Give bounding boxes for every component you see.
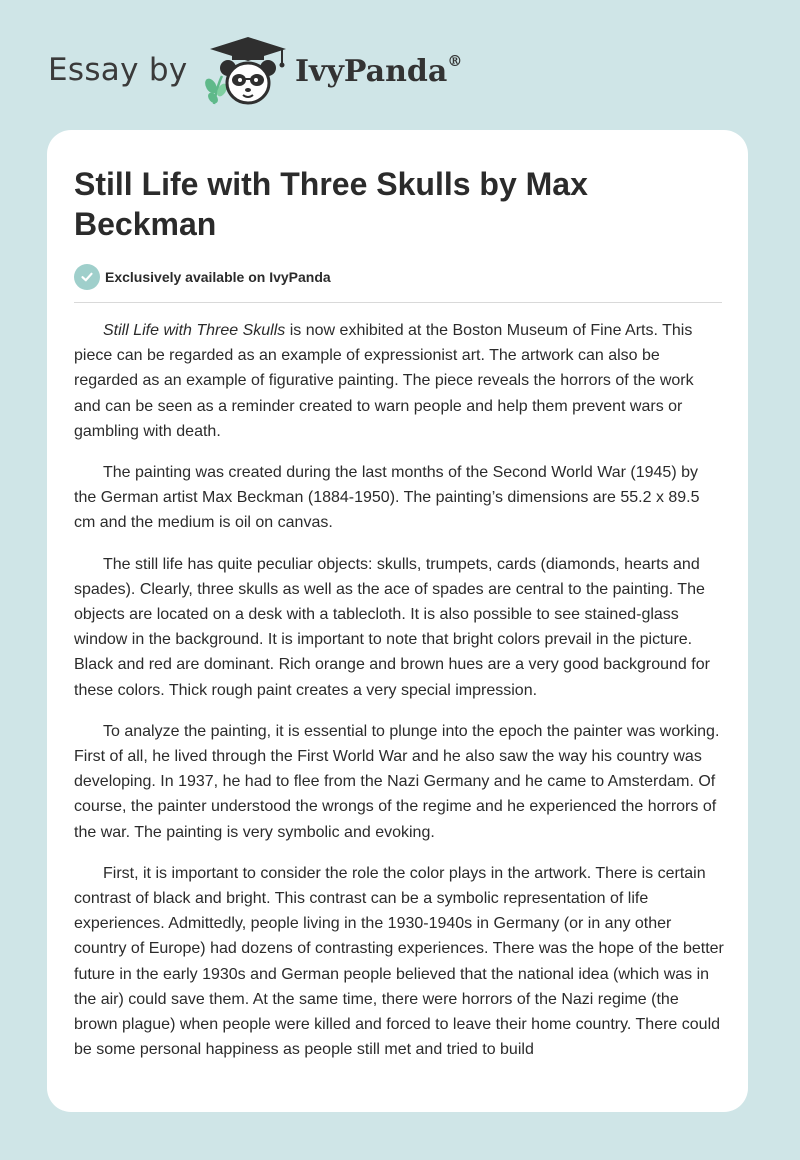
paragraph: To analyze the painting, it is essential to plunge into the epoch the painter was working. First of all, he lived through the First World War and he also saw the way his country was developing. In 1937, he had to flee from the Nazi Germany and he came to Amsterdam. Of course, the painter understood the wrongs of the regime and he experienced the horrors of the war. The painting is very symbolic and evoking. bbox=[74, 722, 720, 841]
check-circle-icon bbox=[74, 264, 100, 290]
essay-body bbox=[74, 318, 724, 1098]
essay-by-label: Essay by bbox=[48, 52, 188, 88]
exclusive-badge-label: Exclusively available on IvyPanda bbox=[105, 269, 331, 285]
site-header bbox=[48, 34, 508, 114]
artwork-title: Still Life with Three Skulls bbox=[103, 322, 286, 339]
panda-logo-icon[interactable] bbox=[202, 34, 294, 110]
essay-title: Still Life with Three Skulls by Max Beckman bbox=[74, 166, 588, 242]
essay-card bbox=[47, 130, 748, 1112]
divider bbox=[74, 302, 722, 303]
brand-name[interactable]: IvyPanda® bbox=[295, 52, 463, 89]
paragraph: The painting was created during the last months of the Second World War (1945) by the German artist Max Beckman (1884-1950). The painting’s dimensions are 55.2 x 89.5 cm and the medium is oil on canvas. bbox=[74, 464, 700, 532]
paragraph: Still Life with Three Skulls is now exhibited at the Boston Museum of Fine Arts. This piece can be regarded as an example of expressionist art. The artwork can also be regarded as an example of figurative painting. The piece reveals the horrors of the work and can be seen as a reminder created to warn people and help them prevent wars or gambling with death. bbox=[74, 322, 694, 440]
exclusive-badge bbox=[74, 264, 331, 290]
paragraph: The still life has quite peculiar objects: skulls, trumpets, cards (diamonds, hearts and spades). Clearly, three skulls as well as the ace of spades are central to the painting. The objects are located on a desk with a tablecloth. It is also possible to see stained-glass window in the background. It is important to note that bright colors prevail in the picture. Black and red are dominant. Rich orange and brown hues are a very good background for these colors. Thick rough paint creates a very special impression. bbox=[74, 555, 710, 699]
paragraph: First, it is important to consider the role the color plays in the artwork. There is certain contrast of black and bright. This contrast can be a symbolic representation of life experiences. Admittedly, people living in the 1930-1940s in Germany (or in any other country of Europe) had dozens of contrasting experiences. There was the hope of the better future in the early 1930s and German people believed that the national idea (which was in the air) could save them. At the same time, there were horrors of the Nazi regime (the brown plague) when people were killed and forced to leave their home country. There could be some personal happiness as people still met and tried to build bbox=[74, 864, 724, 1059]
